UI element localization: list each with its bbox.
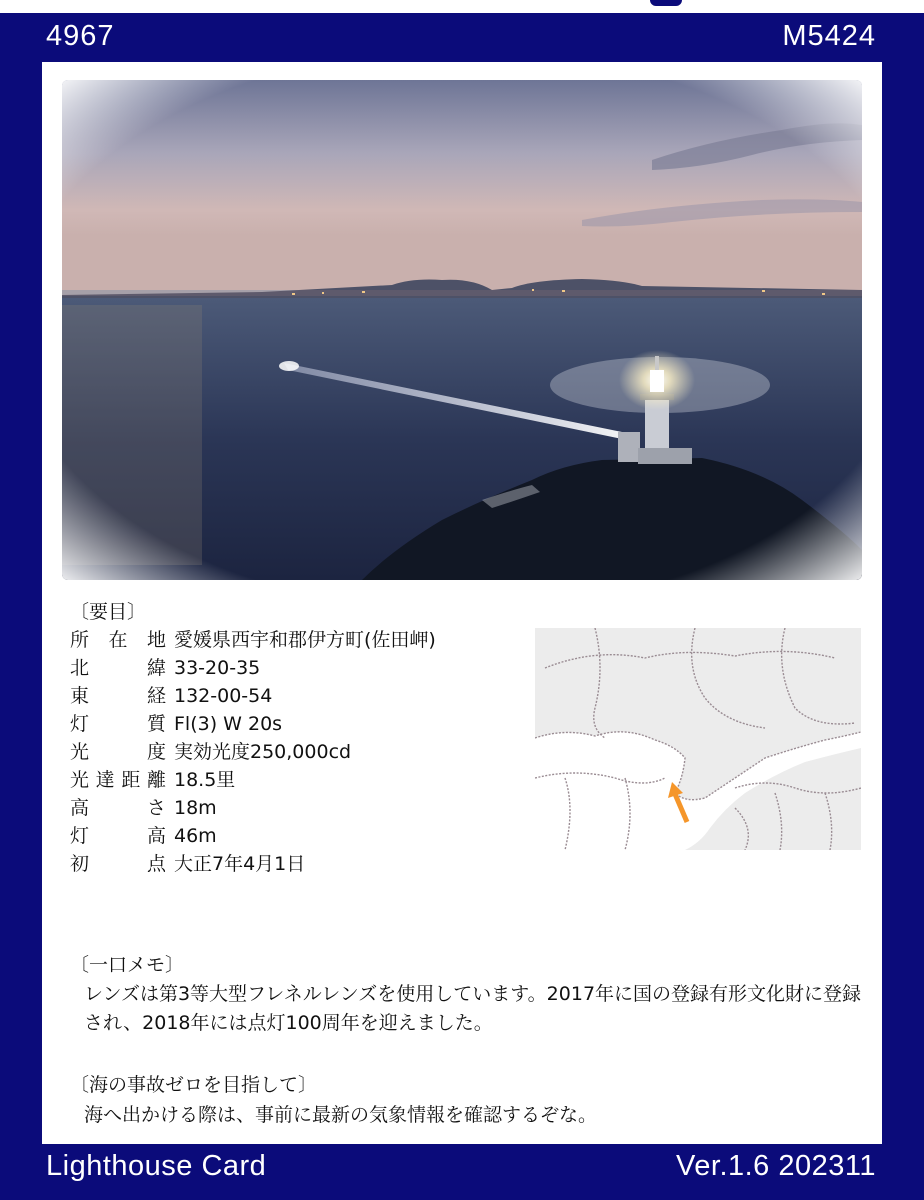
specs-heading: 〔要目〕 bbox=[70, 601, 147, 623]
spec-label: 初点 bbox=[70, 853, 166, 875]
spec-label: 光達距離 bbox=[70, 769, 166, 791]
spec-label: 北緯 bbox=[70, 657, 166, 679]
spec-value: 実効光度250,000cd bbox=[174, 741, 352, 763]
spec-row-intensity bbox=[70, 738, 436, 766]
spec-label: 東経 bbox=[70, 685, 166, 707]
spec-row-first-lit bbox=[70, 850, 436, 878]
spec-value: 46m bbox=[174, 825, 217, 847]
spec-value: 大正7年4月1日 bbox=[174, 853, 306, 875]
location-map bbox=[535, 628, 861, 850]
spec-row-height bbox=[70, 794, 436, 822]
spec-value: 18m bbox=[174, 797, 217, 819]
spec-label: 所在地 bbox=[70, 629, 166, 651]
card-number: 4967 bbox=[46, 20, 115, 52]
spec-value: 132-00-54 bbox=[174, 685, 273, 707]
spec-value: Fl(3) W 20s bbox=[174, 713, 283, 735]
card-code: M5424 bbox=[782, 20, 876, 52]
safety-title: 〔海の事故ゼロを目指して〕 bbox=[70, 1074, 318, 1096]
spec-row-location bbox=[70, 626, 436, 654]
lighthouse-night-image bbox=[62, 80, 862, 580]
spec-label: 高さ bbox=[70, 797, 166, 819]
spec-row-range bbox=[70, 766, 436, 794]
memo-title: 〔一口メモ〕 bbox=[70, 954, 185, 976]
footer-version: Ver.1.6 202311 bbox=[676, 1150, 876, 1182]
safety-text: 海へ出かける際は、事前に最新の気象情報を確認するぞな。 bbox=[84, 1104, 598, 1126]
spec-value: 33-20-35 bbox=[174, 657, 261, 679]
lighthouse-photo bbox=[62, 80, 862, 580]
spec-row-latitude bbox=[70, 654, 436, 682]
spec-value: 愛媛県西宇和郡伊方町(佐田岬) bbox=[174, 629, 436, 651]
spec-row-longitude bbox=[70, 682, 436, 710]
spec-label: 灯質 bbox=[70, 713, 166, 735]
card-panel bbox=[42, 62, 882, 1144]
footer-title: Lighthouse Card bbox=[46, 1150, 267, 1182]
spec-row-light-height bbox=[70, 822, 436, 850]
memo-section bbox=[70, 950, 870, 1038]
spec-value: 18.5里 bbox=[174, 769, 236, 791]
spec-row-light-character bbox=[70, 710, 436, 738]
spec-label: 光度 bbox=[70, 741, 166, 763]
shikoku-map-image bbox=[535, 628, 861, 850]
top-strip bbox=[0, 0, 924, 13]
memo-text: レンズは第3等大型フレネルレンズを使用しています。2017年に国の登録有形文化財に登録され、2018年には点灯100周年を迎えました。 bbox=[84, 983, 862, 1034]
safety-section bbox=[70, 1070, 870, 1130]
spec-label: 灯高 bbox=[70, 825, 166, 847]
specs-section bbox=[70, 598, 436, 878]
